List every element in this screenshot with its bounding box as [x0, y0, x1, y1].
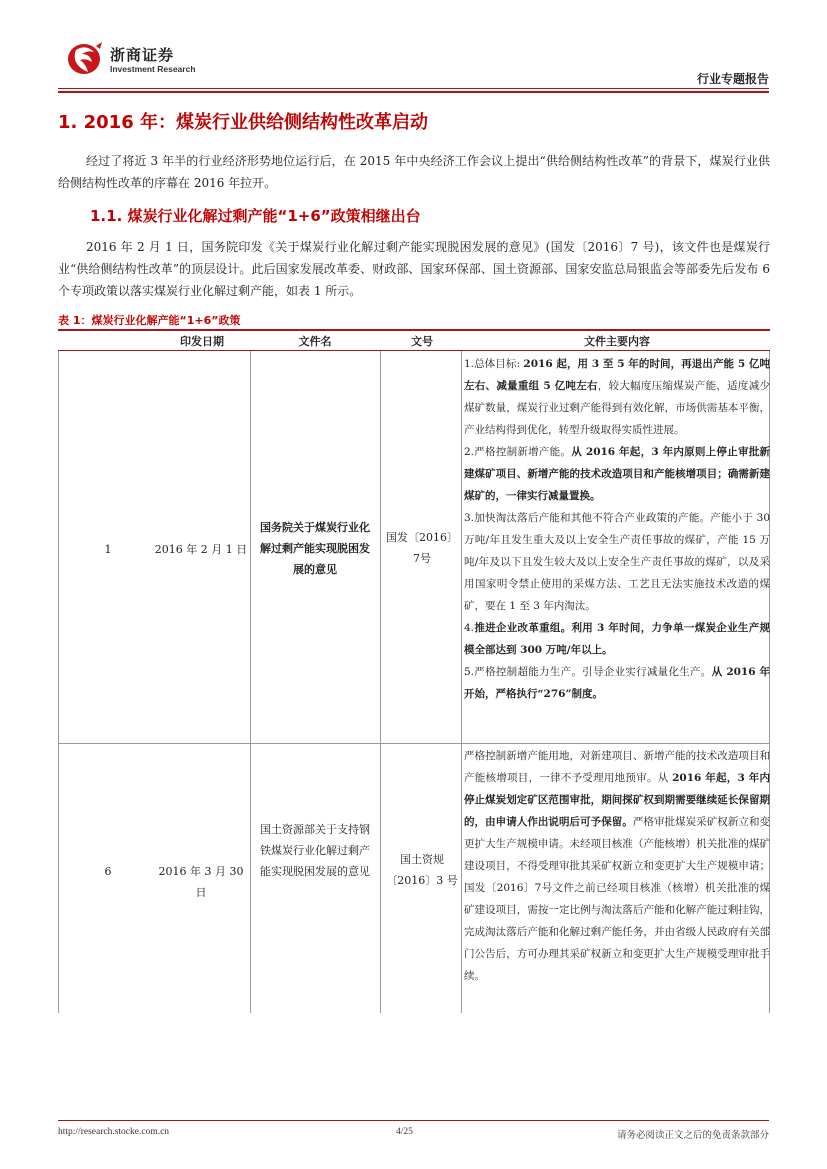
section-1-paragraph: 经过了将近 3 年半的行业经济形势地位运行后，在 2015 年中央经济工作会议上提出“供给侧结构性改革”的背景下，煤炭行业供给侧结构性改革的序幕在 2016 年拉开。 — [58, 154, 770, 190]
row-1-name: 国务院关于煤炭行业化解过剩产能实现脱困发展的意见 — [260, 521, 370, 576]
footer-url[interactable]: http://research.stocke.com.cn — [58, 1127, 170, 1137]
row-1-item-4: 4.推进企业改革重组。利用 3 年时间，力争单一煤炭企业生产规模全部达到 300 万吨/年以上。 — [464, 622, 770, 656]
document-type: 行业专题报告 — [696, 72, 769, 86]
row-6-content — [464, 745, 770, 987]
section-1-1-paragraph: 2016 年 2 月 1 日，国务院印发《关于煤炭行业化解过剩产能实现脱困发展的意见》(国发〔2016〕7 号)，该文件也是煤炭行业“供给侧结构性改革”的顶层设计。此后国家发展改革委、财政部、国家环保部、国土资源部、国家安监总局银监会等部委先后发布 6 个专项政策以落实煤炭行业化解过剩产能，如表 1 所示。 — [58, 240, 770, 298]
row-1-item-5: 5.严格控制超能力生产。引导企业实行减量化生产。从 2016 年开始，严格执行“276”制度。 — [464, 666, 770, 700]
table-caption: 表 1：煤炭行业化解产能“1+6”政策 — [58, 314, 241, 327]
row-1-date: 2016 年 2 月 1 日 — [154, 543, 248, 556]
row-6-name: 国土资源部关于支持钢铁煤炭行业化解过剩产能实现脱困发展的意见 — [260, 823, 370, 878]
header-date: 印发日期 — [180, 335, 224, 348]
section-1-1-title: 1.1. 煤炭行业化解过剩产能“1+6”政策相继出台 — [90, 207, 421, 225]
table-vline — [380, 351, 381, 1013]
table-row-divider — [58, 743, 770, 744]
row-1-index: 1 — [104, 543, 112, 556]
row-1-number: 国发〔2016〕7号 — [386, 531, 458, 565]
row-6-index: 6 — [104, 865, 112, 878]
header-number: 文号 — [411, 335, 433, 348]
brand-name-cn: 浙商证券 — [110, 46, 175, 64]
row-6-item-1: 严格控制新增产能用地，对新建项目、新增产能的技术改造项目和产能核增项目，一律不予受理用地预审。从 2016 年起，3 年内停止煤炭划定矿区范围审批，期间探矿权到期需要继续延长保留期的，由申请人作出说明后可予保留。严格审批煤炭采矿权新立和变更扩大生产规模申请。未经项目核准（产能核增）机关批准的煤矿建设项目，不得受理审批其采矿权新立和变更扩大生产规模申请；国发〔2016〕7号文件之前已经项目核准（核增）机关批准的煤矿建设项目，需按一定比例与淘汰落后产能和化解产能过剩挂钩，完成淘汰落后产能和化解过剩产能任务，并由省级人民政府有关部门公告后，方可办理其采矿权新立和变更扩大生产规模受理审批手续。 — [464, 750, 771, 982]
row-1-content — [464, 353, 770, 705]
footer-disclaimer: 请务必阅读正文之后的免责条款部分 — [616, 1130, 769, 1141]
table-vline — [58, 351, 59, 1013]
row-6-number: 国土资规〔2016〕3 号 — [386, 853, 458, 887]
policy-table — [58, 329, 771, 982]
footer-rule — [58, 1120, 769, 1121]
brand-name-en: Investment Research — [110, 64, 196, 74]
section-1-title: 1. 2016 年：煤炭行业供给侧结构性改革启动 — [58, 112, 428, 133]
table-header-rule — [58, 350, 770, 351]
page-number: 4/25 — [396, 1127, 413, 1137]
table-vline — [250, 351, 251, 1013]
table-vline — [461, 351, 462, 1013]
brand-logo — [66, 40, 216, 80]
row-6-date: 2016 年 3 月 30 日 — [158, 865, 244, 899]
header-rule — [58, 88, 769, 89]
row-1-item-3: 3.加快淘汰落后产能和其他不符合产业政策的产能。产能小于 30 万吨/年且发生重大及以上安全生产责任事故的煤矿，产能 15 万吨/年及以下且发生较大及以上安全生产责任事故的煤矿，以及采用国家明令禁止使用的采煤方法、工艺且无法实施技术改造的煤矿，要在 1 至 3 年内淘汰。 — [464, 512, 770, 612]
brand-logo-icon — [66, 40, 106, 76]
row-1-item-1: 1.总体目标: 2016 起，用 3 至 5 年的时间，再退出产能 5 亿吨左右、减量重组 5 亿吨左右，较大幅度压缩煤炭产能，适度减少煤矿数量，煤炭行业过剩产能得到有效化解，市场供需基本平衡，产业结构得到优化，转型升级取得实质性进展。 — [464, 358, 770, 436]
header-name: 文件名 — [298, 335, 332, 348]
header-rule-thick — [58, 91, 769, 93]
row-1-item-2: 2.严格控制新增产能。从 2016 年起，3 年内原则上停止审批新建煤矿项目、新增产能的技术改造项目和产能核增项目；确需新建煤矿的，一律实行减量置换。 — [464, 446, 770, 502]
table-top-border — [58, 329, 770, 331]
header-content: 文件主要内容 — [584, 335, 650, 348]
